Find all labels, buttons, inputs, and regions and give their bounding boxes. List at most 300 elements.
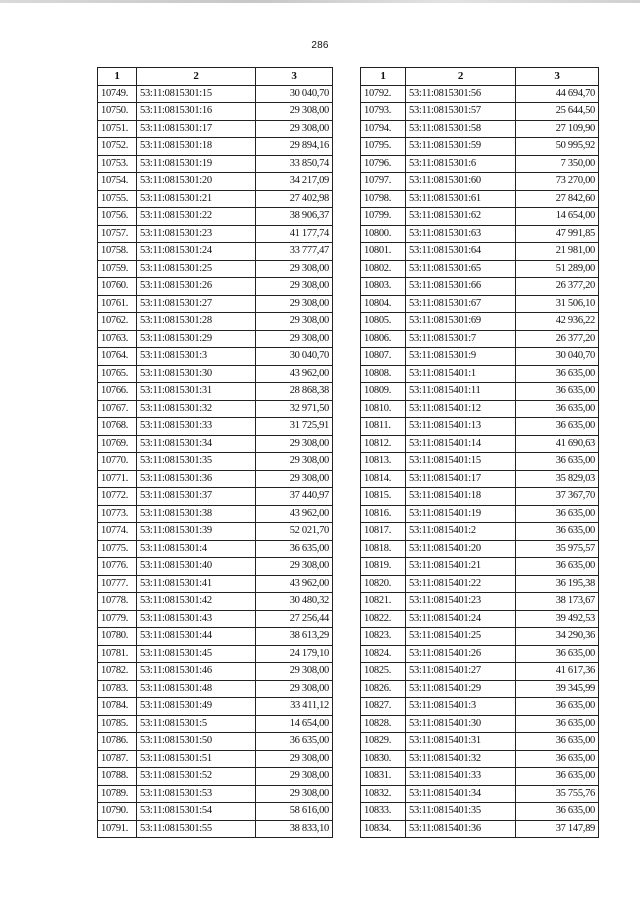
value-cell: 43 962,00 <box>256 365 333 383</box>
table-row <box>361 190 599 208</box>
table-row <box>361 278 599 296</box>
cadastral-number-cell: 53:11:0815301:34 <box>137 435 256 453</box>
table-row <box>98 365 333 383</box>
row-number-cell: 10772. <box>98 488 137 506</box>
table-header-row <box>361 68 599 86</box>
row-number-cell: 10834. <box>361 820 406 838</box>
table-row <box>98 593 333 611</box>
cadastral-number-cell: 53:11:0815301:48 <box>137 680 256 698</box>
table-row <box>98 785 333 803</box>
table-row <box>361 313 599 331</box>
value-cell: 26 377,20 <box>516 330 599 348</box>
table-row <box>361 400 599 418</box>
value-cell: 29 308,00 <box>256 103 333 121</box>
row-number-cell: 10809. <box>361 383 406 401</box>
cadastral-number-cell: 53:11:0815401:34 <box>406 785 516 803</box>
row-number-cell: 10805. <box>361 313 406 331</box>
row-number-cell: 10773. <box>98 505 137 523</box>
cadastral-number-cell: 53:11:0815301:33 <box>137 418 256 436</box>
row-number-cell: 10831. <box>361 768 406 786</box>
cadastral-number-cell: 53:11:0815301:30 <box>137 365 256 383</box>
table-row <box>98 663 333 681</box>
value-cell: 31 725,91 <box>256 418 333 436</box>
row-number-cell: 10784. <box>98 698 137 716</box>
cadastral-number-cell: 53:11:0815401:35 <box>406 803 516 821</box>
table-row <box>98 715 333 733</box>
table-row <box>361 225 599 243</box>
cadastral-number-cell: 53:11:0815301:40 <box>137 558 256 576</box>
value-cell: 37 367,70 <box>516 488 599 506</box>
table-row <box>98 523 333 541</box>
table-row <box>361 645 599 663</box>
row-number-cell: 10819. <box>361 558 406 576</box>
table-row <box>98 453 333 471</box>
scan-top-edge <box>0 0 640 3</box>
row-number-cell: 10824. <box>361 645 406 663</box>
row-number-cell: 10820. <box>361 575 406 593</box>
cadastral-number-cell: 53:11:0815301:35 <box>137 453 256 471</box>
value-cell: 35 975,57 <box>516 540 599 558</box>
table-row <box>361 733 599 751</box>
row-number-cell: 10795. <box>361 138 406 156</box>
value-cell: 37 440,97 <box>256 488 333 506</box>
row-number-cell: 10766. <box>98 383 137 401</box>
value-cell: 41 617,36 <box>516 663 599 681</box>
value-cell: 29 308,00 <box>256 330 333 348</box>
table-row <box>361 208 599 226</box>
cadastral-number-cell: 53:11:0815401:2 <box>406 523 516 541</box>
value-cell: 58 616,00 <box>256 803 333 821</box>
value-cell: 14 654,00 <box>256 715 333 733</box>
value-cell: 33 850,74 <box>256 155 333 173</box>
table-row <box>98 400 333 418</box>
row-number-cell: 10791. <box>98 820 137 838</box>
table-row <box>361 663 599 681</box>
value-cell: 36 635,00 <box>516 418 599 436</box>
value-cell: 43 962,00 <box>256 575 333 593</box>
row-number-cell: 10828. <box>361 715 406 733</box>
row-number-cell: 10782. <box>98 663 137 681</box>
cadastral-number-cell: 53:11:0815301:4 <box>137 540 256 558</box>
value-cell: 36 635,00 <box>516 715 599 733</box>
row-number-cell: 10811. <box>361 418 406 436</box>
row-number-cell: 10765. <box>98 365 137 383</box>
value-cell: 27 109,90 <box>516 120 599 138</box>
value-cell: 36 635,00 <box>516 558 599 576</box>
cadastral-number-cell: 53:11:0815401:11 <box>406 383 516 401</box>
row-number-cell: 10793. <box>361 103 406 121</box>
table-row <box>361 418 599 436</box>
cadastral-number-cell: 53:11:0815401:1 <box>406 365 516 383</box>
table-row <box>361 628 599 646</box>
value-cell: 7 350,00 <box>516 155 599 173</box>
row-number-cell: 10796. <box>361 155 406 173</box>
value-cell: 29 308,00 <box>256 750 333 768</box>
table-row <box>361 768 599 786</box>
row-number-cell: 10768. <box>98 418 137 436</box>
table-row <box>98 383 333 401</box>
value-cell: 29 308,00 <box>256 680 333 698</box>
value-cell: 41 177,74 <box>256 225 333 243</box>
cadastral-number-cell: 53:11:0815401:18 <box>406 488 516 506</box>
table-row <box>361 750 599 768</box>
table-row <box>98 348 333 366</box>
table-row <box>361 575 599 593</box>
value-cell: 33 411,12 <box>256 698 333 716</box>
cadastral-number-cell: 53:11:0815301:36 <box>137 470 256 488</box>
column-header-cadastral: 2 <box>137 68 256 86</box>
cadastral-number-cell: 53:11:0815301:58 <box>406 120 516 138</box>
cadastral-number-cell: 53:11:0815401:31 <box>406 733 516 751</box>
row-number-cell: 10822. <box>361 610 406 628</box>
cadastral-number-cell: 53:11:0815401:25 <box>406 628 516 646</box>
table-row <box>98 768 333 786</box>
row-number-cell: 10776. <box>98 558 137 576</box>
cadastral-number-cell: 53:11:0815301:41 <box>137 575 256 593</box>
table-row <box>361 558 599 576</box>
row-number-cell: 10825. <box>361 663 406 681</box>
value-cell: 38 173,67 <box>516 593 599 611</box>
table-row <box>98 628 333 646</box>
table-row <box>361 348 599 366</box>
value-cell: 38 613,29 <box>256 628 333 646</box>
value-cell: 36 635,00 <box>516 803 599 821</box>
cadastral-number-cell: 53:11:0815301:63 <box>406 225 516 243</box>
cadastral-number-cell: 53:11:0815401:24 <box>406 610 516 628</box>
cadastral-number-cell: 53:11:0815301:22 <box>137 208 256 226</box>
row-number-cell: 10764. <box>98 348 137 366</box>
column-header-number: 1 <box>98 68 137 86</box>
cadastral-number-cell: 53:11:0815301:15 <box>137 85 256 103</box>
table-row <box>98 645 333 663</box>
value-cell: 35 755,76 <box>516 785 599 803</box>
value-cell: 25 644,50 <box>516 103 599 121</box>
table-row <box>361 610 599 628</box>
value-cell: 29 894,16 <box>256 138 333 156</box>
row-number-cell: 10774. <box>98 523 137 541</box>
table-row <box>361 803 599 821</box>
cadastral-number-cell: 53:11:0815301:20 <box>137 173 256 191</box>
table-row <box>361 785 599 803</box>
cadastral-number-cell: 53:11:0815301:50 <box>137 733 256 751</box>
value-cell: 30 480,32 <box>256 593 333 611</box>
row-number-cell: 10832. <box>361 785 406 803</box>
value-cell: 30 040,70 <box>256 348 333 366</box>
table-row <box>98 138 333 156</box>
table-row <box>98 698 333 716</box>
column-header-number: 1 <box>361 68 406 86</box>
cadastral-number-cell: 53:11:0815301:28 <box>137 313 256 331</box>
value-cell: 29 308,00 <box>256 453 333 471</box>
cadastral-number-cell: 53:11:0815301:25 <box>137 260 256 278</box>
cadastral-number-cell: 53:11:0815301:7 <box>406 330 516 348</box>
table-row <box>361 173 599 191</box>
value-cell: 36 635,00 <box>516 365 599 383</box>
cadastral-number-cell: 53:11:0815301:69 <box>406 313 516 331</box>
value-cell: 41 690,63 <box>516 435 599 453</box>
table-row <box>98 540 333 558</box>
cadastral-number-cell: 53:11:0815301:18 <box>137 138 256 156</box>
row-number-cell: 10812. <box>361 435 406 453</box>
value-cell: 36 635,00 <box>516 400 599 418</box>
cadastral-number-cell: 53:11:0815301:6 <box>406 155 516 173</box>
row-number-cell: 10808. <box>361 365 406 383</box>
value-cell: 36 635,00 <box>516 645 599 663</box>
row-number-cell: 10829. <box>361 733 406 751</box>
row-number-cell: 10799. <box>361 208 406 226</box>
table-row <box>361 505 599 523</box>
cadastral-number-cell: 53:11:0815301:64 <box>406 243 516 261</box>
table-header-row <box>98 68 333 86</box>
table-row <box>98 260 333 278</box>
table-row <box>98 435 333 453</box>
cadastral-number-cell: 53:11:0815301:23 <box>137 225 256 243</box>
column-header-value: 3 <box>256 68 333 86</box>
row-number-cell: 10761. <box>98 295 137 313</box>
cadastral-number-cell: 53:11:0815401:36 <box>406 820 516 838</box>
cadastral-number-cell: 53:11:0815301:37 <box>137 488 256 506</box>
row-number-cell: 10813. <box>361 453 406 471</box>
register-table-left <box>97 67 333 838</box>
table-row <box>361 85 599 103</box>
value-cell: 44 694,70 <box>516 85 599 103</box>
value-cell: 29 308,00 <box>256 785 333 803</box>
row-number-cell: 10827. <box>361 698 406 716</box>
cadastral-number-cell: 53:11:0815301:65 <box>406 260 516 278</box>
table-row <box>361 523 599 541</box>
table-row <box>361 103 599 121</box>
column-header-value: 3 <box>516 68 599 86</box>
value-cell: 29 308,00 <box>256 768 333 786</box>
row-number-cell: 10788. <box>98 768 137 786</box>
cadastral-number-cell: 53:11:0815301:31 <box>137 383 256 401</box>
row-number-cell: 10751. <box>98 120 137 138</box>
row-number-cell: 10760. <box>98 278 137 296</box>
value-cell: 26 377,20 <box>516 278 599 296</box>
table-row <box>98 680 333 698</box>
table-row <box>361 260 599 278</box>
cadastral-number-cell: 53:11:0815301:26 <box>137 278 256 296</box>
value-cell: 29 308,00 <box>256 295 333 313</box>
row-number-cell: 10792. <box>361 85 406 103</box>
row-number-cell: 10818. <box>361 540 406 558</box>
value-cell: 36 195,38 <box>516 575 599 593</box>
value-cell: 34 217,09 <box>256 173 333 191</box>
table-row <box>361 120 599 138</box>
value-cell: 34 290,36 <box>516 628 599 646</box>
table-row <box>98 173 333 191</box>
table-row <box>361 330 599 348</box>
cadastral-number-cell: 53:11:0815301:59 <box>406 138 516 156</box>
cadastral-number-cell: 53:11:0815301:60 <box>406 173 516 191</box>
table-row <box>98 733 333 751</box>
cadastral-number-cell: 53:11:0815301:54 <box>137 803 256 821</box>
table-row <box>361 698 599 716</box>
value-cell: 27 842,60 <box>516 190 599 208</box>
table-row <box>361 453 599 471</box>
table-row <box>361 383 599 401</box>
cadastral-number-cell: 53:11:0815401:29 <box>406 680 516 698</box>
row-number-cell: 10816. <box>361 505 406 523</box>
value-cell: 29 308,00 <box>256 260 333 278</box>
value-cell: 36 635,00 <box>516 505 599 523</box>
cadastral-number-cell: 53:11:0815401:32 <box>406 750 516 768</box>
value-cell: 24 179,10 <box>256 645 333 663</box>
value-cell: 38 906,37 <box>256 208 333 226</box>
value-cell: 32 971,50 <box>256 400 333 418</box>
cadastral-number-cell: 53:11:0815301:51 <box>137 750 256 768</box>
value-cell: 27 256,44 <box>256 610 333 628</box>
table-row <box>361 540 599 558</box>
table-row <box>98 820 333 838</box>
row-number-cell: 10817. <box>361 523 406 541</box>
cadastral-number-cell: 53:11:0815401:22 <box>406 575 516 593</box>
value-cell: 73 270,00 <box>516 173 599 191</box>
value-cell: 29 308,00 <box>256 470 333 488</box>
cadastral-number-cell: 53:11:0815301:66 <box>406 278 516 296</box>
value-cell: 36 635,00 <box>516 383 599 401</box>
value-cell: 29 308,00 <box>256 120 333 138</box>
row-number-cell: 10781. <box>98 645 137 663</box>
value-cell: 36 635,00 <box>516 733 599 751</box>
cadastral-number-cell: 53:11:0815401:13 <box>406 418 516 436</box>
cadastral-number-cell: 53:11:0815301:56 <box>406 85 516 103</box>
table-row <box>98 803 333 821</box>
value-cell: 29 308,00 <box>256 663 333 681</box>
row-number-cell: 10752. <box>98 138 137 156</box>
cadastral-number-cell: 53:11:0815301:17 <box>137 120 256 138</box>
table-row <box>98 488 333 506</box>
value-cell: 31 506,10 <box>516 295 599 313</box>
table-row <box>98 278 333 296</box>
table-row <box>361 435 599 453</box>
row-number-cell: 10821. <box>361 593 406 611</box>
table-row <box>98 190 333 208</box>
cadastral-number-cell: 53:11:0815301:49 <box>137 698 256 716</box>
row-number-cell: 10759. <box>98 260 137 278</box>
row-number-cell: 10804. <box>361 295 406 313</box>
row-number-cell: 10823. <box>361 628 406 646</box>
table-row <box>98 85 333 103</box>
row-number-cell: 10798. <box>361 190 406 208</box>
table-row <box>98 575 333 593</box>
row-number-cell: 10826. <box>361 680 406 698</box>
table-row <box>361 488 599 506</box>
row-number-cell: 10787. <box>98 750 137 768</box>
table-row <box>98 558 333 576</box>
value-cell: 42 936,22 <box>516 313 599 331</box>
value-cell: 29 308,00 <box>256 558 333 576</box>
cadastral-number-cell: 53:11:0815401:23 <box>406 593 516 611</box>
value-cell: 33 777,47 <box>256 243 333 261</box>
table-row <box>98 610 333 628</box>
row-number-cell: 10794. <box>361 120 406 138</box>
table-row <box>361 820 599 838</box>
row-number-cell: 10833. <box>361 803 406 821</box>
row-number-cell: 10755. <box>98 190 137 208</box>
value-cell: 29 308,00 <box>256 278 333 296</box>
row-number-cell: 10771. <box>98 470 137 488</box>
cadastral-number-cell: 53:11:0815401:3 <box>406 698 516 716</box>
row-number-cell: 10775. <box>98 540 137 558</box>
value-cell: 50 995,92 <box>516 138 599 156</box>
table-row <box>361 243 599 261</box>
cadastral-number-cell: 53:11:0815301:21 <box>137 190 256 208</box>
table-row <box>98 243 333 261</box>
value-cell: 37 147,89 <box>516 820 599 838</box>
table-row <box>98 505 333 523</box>
row-number-cell: 10797. <box>361 173 406 191</box>
value-cell: 36 635,00 <box>516 750 599 768</box>
row-number-cell: 10758. <box>98 243 137 261</box>
cadastral-number-cell: 53:11:0815301:61 <box>406 190 516 208</box>
row-number-cell: 10753. <box>98 155 137 173</box>
row-number-cell: 10785. <box>98 715 137 733</box>
table-row <box>98 208 333 226</box>
table-row <box>98 313 333 331</box>
table-row <box>361 365 599 383</box>
row-number-cell: 10780. <box>98 628 137 646</box>
value-cell: 39 492,53 <box>516 610 599 628</box>
value-cell: 28 868,38 <box>256 383 333 401</box>
cadastral-number-cell: 53:11:0815301:55 <box>137 820 256 838</box>
cadastral-number-cell: 53:11:0815301:5 <box>137 715 256 733</box>
cadastral-number-cell: 53:11:0815301:29 <box>137 330 256 348</box>
cadastral-number-cell: 53:11:0815301:27 <box>137 295 256 313</box>
cadastral-number-cell: 53:11:0815401:15 <box>406 453 516 471</box>
table-row <box>98 295 333 313</box>
table-row <box>361 155 599 173</box>
row-number-cell: 10786. <box>98 733 137 751</box>
value-cell: 30 040,70 <box>256 85 333 103</box>
cadastral-number-cell: 53:11:0815401:12 <box>406 400 516 418</box>
table-row <box>98 418 333 436</box>
cadastral-number-cell: 53:11:0815401:14 <box>406 435 516 453</box>
value-cell: 29 308,00 <box>256 435 333 453</box>
row-number-cell: 10756. <box>98 208 137 226</box>
row-number-cell: 10814. <box>361 470 406 488</box>
table-row <box>98 750 333 768</box>
table-row <box>361 680 599 698</box>
row-number-cell: 10801. <box>361 243 406 261</box>
value-cell: 29 308,00 <box>256 313 333 331</box>
row-number-cell: 10830. <box>361 750 406 768</box>
row-number-cell: 10757. <box>98 225 137 243</box>
cadastral-number-cell: 53:11:0815401:17 <box>406 470 516 488</box>
cadastral-number-cell: 53:11:0815301:46 <box>137 663 256 681</box>
cadastral-number-cell: 53:11:0815301:19 <box>137 155 256 173</box>
cadastral-number-cell: 53:11:0815401:33 <box>406 768 516 786</box>
value-cell: 38 833,10 <box>256 820 333 838</box>
cadastral-number-cell: 53:11:0815301:24 <box>137 243 256 261</box>
cadastral-number-cell: 53:11:0815301:32 <box>137 400 256 418</box>
row-number-cell: 10810. <box>361 400 406 418</box>
cadastral-number-cell: 53:11:0815401:21 <box>406 558 516 576</box>
cadastral-number-cell: 53:11:0815401:30 <box>406 715 516 733</box>
cadastral-number-cell: 53:11:0815301:43 <box>137 610 256 628</box>
value-cell: 36 635,00 <box>256 540 333 558</box>
row-number-cell: 10767. <box>98 400 137 418</box>
row-number-cell: 10802. <box>361 260 406 278</box>
table-row <box>98 330 333 348</box>
cadastral-number-cell: 53:11:0815401:19 <box>406 505 516 523</box>
row-number-cell: 10762. <box>98 313 137 331</box>
table-row <box>361 470 599 488</box>
cadastral-number-cell: 53:11:0815301:53 <box>137 785 256 803</box>
cadastral-number-cell: 53:11:0815401:26 <box>406 645 516 663</box>
row-number-cell: 10807. <box>361 348 406 366</box>
row-number-cell: 10769. <box>98 435 137 453</box>
